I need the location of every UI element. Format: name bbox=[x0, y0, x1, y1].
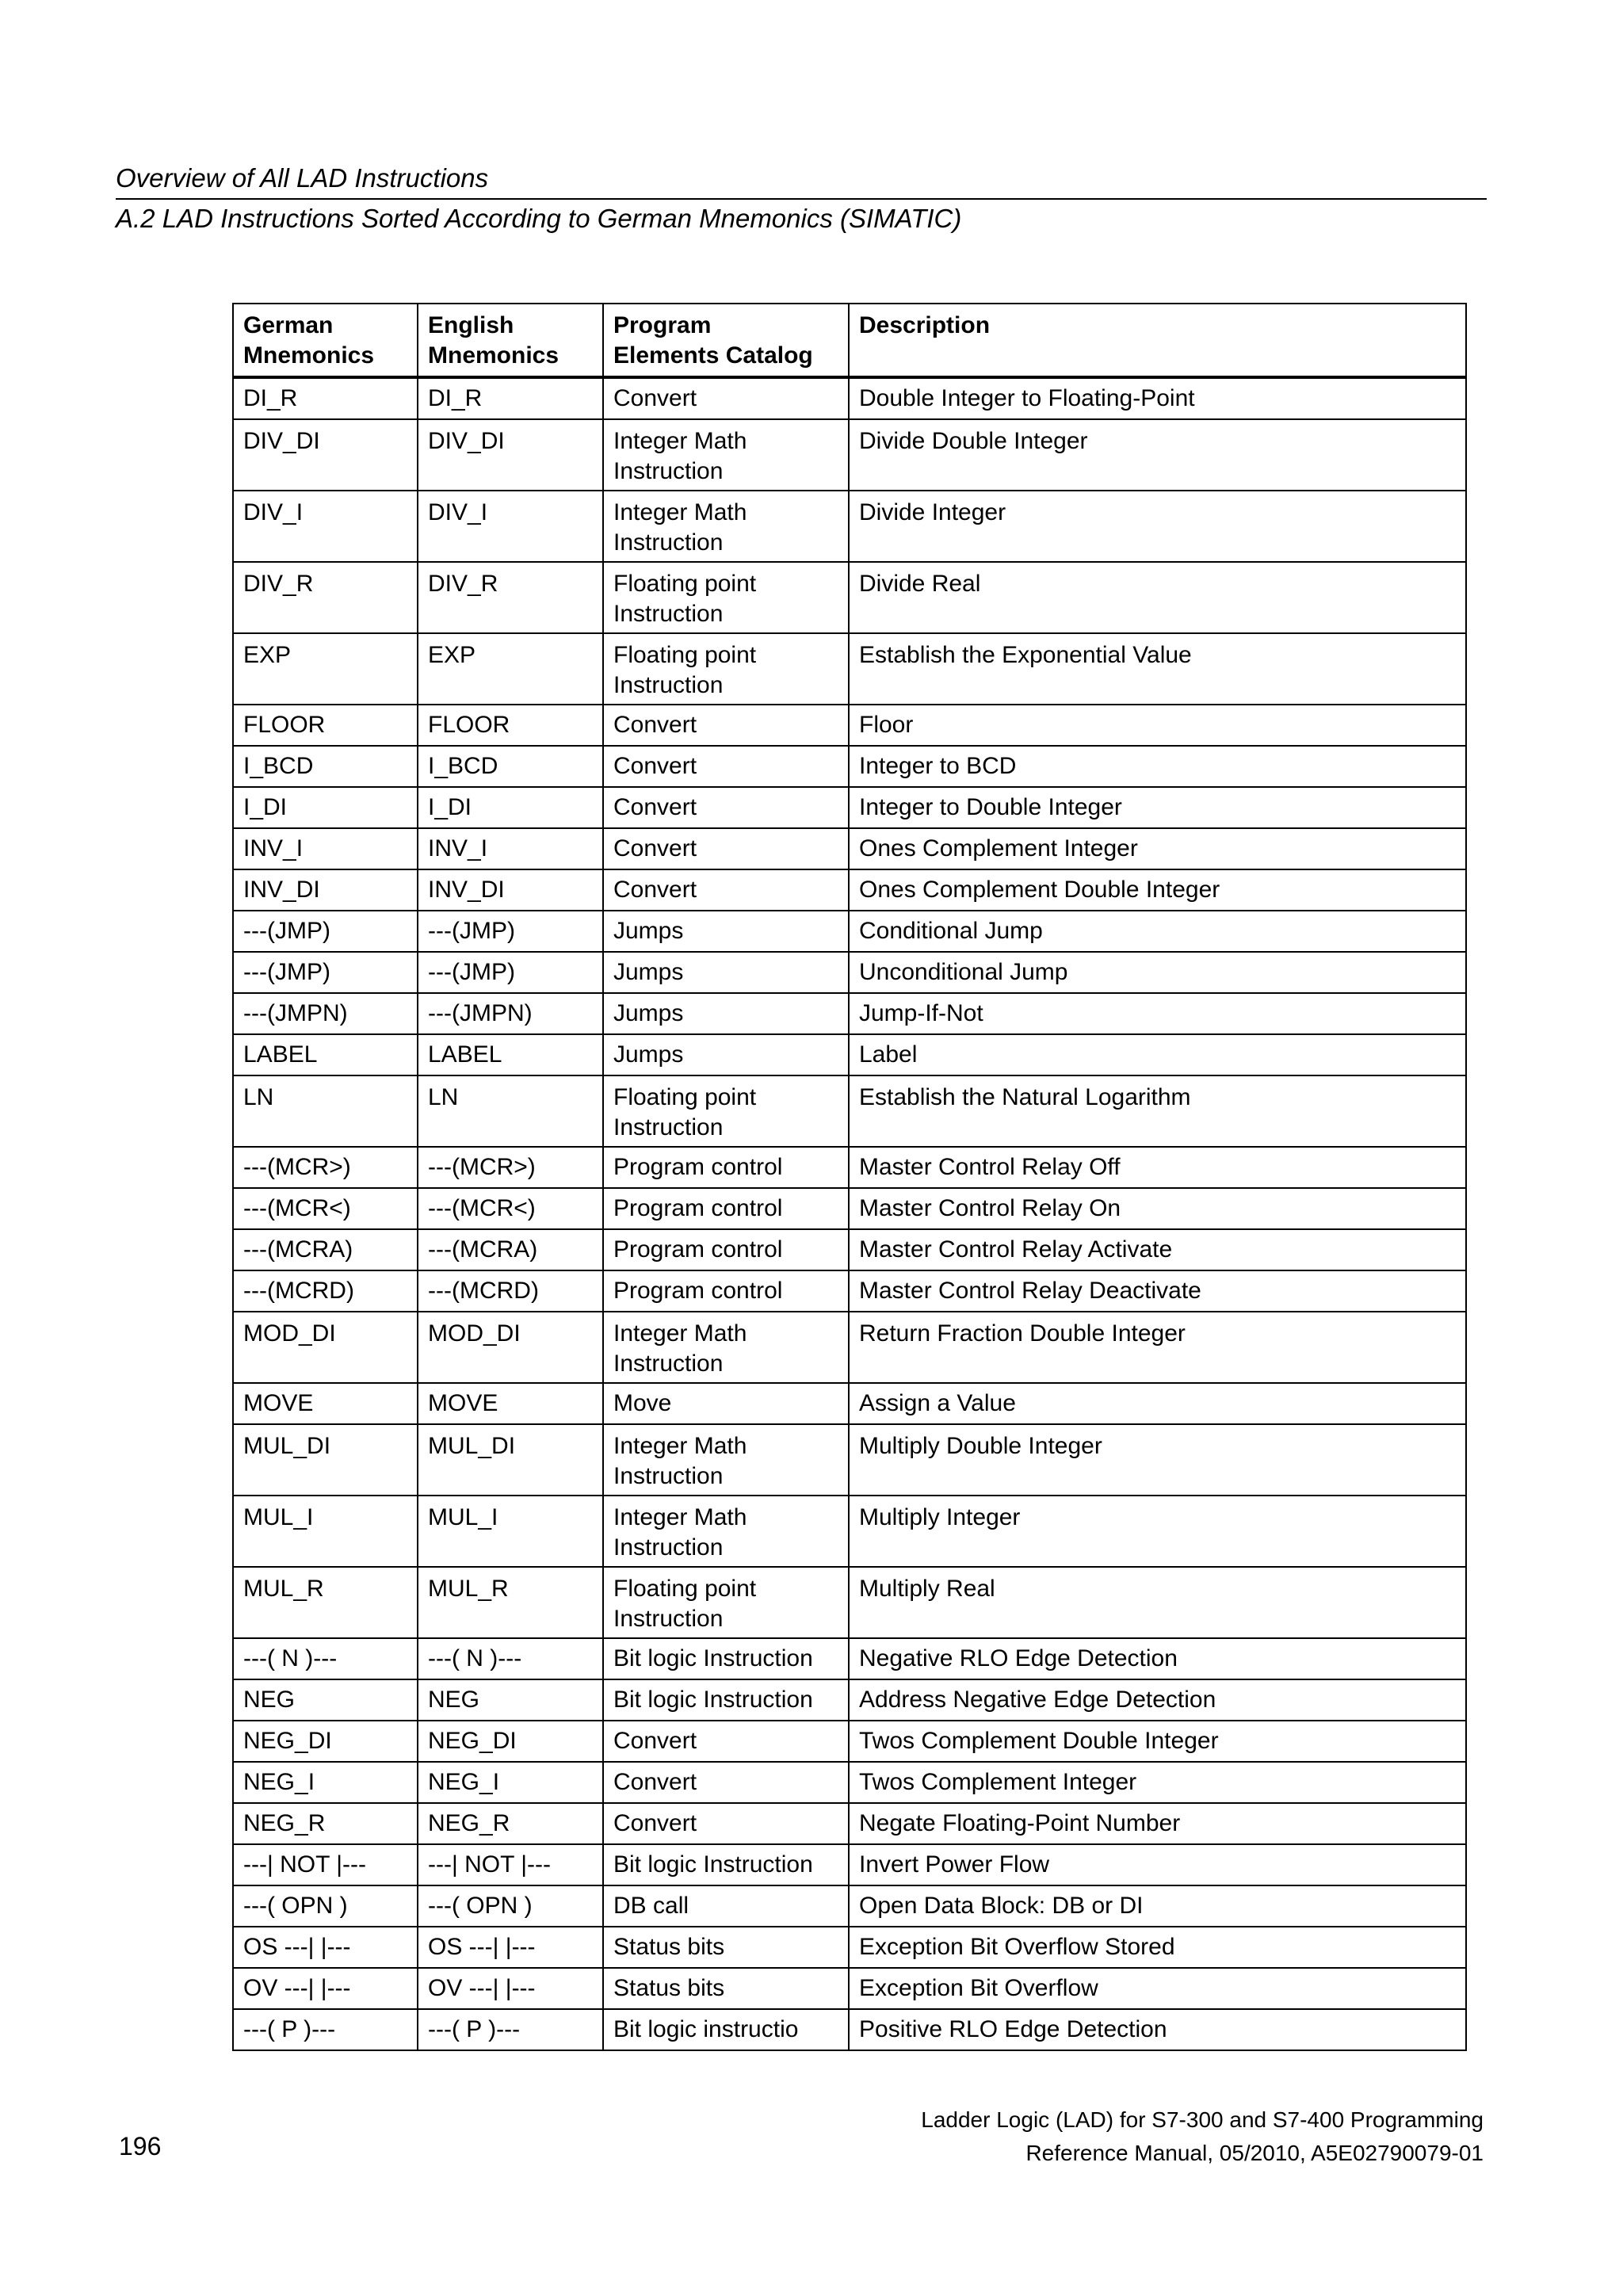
table-row bbox=[233, 705, 1466, 746]
cell-english-mnemonic: MOVE bbox=[418, 1383, 603, 1424]
cell-catalog: Jumps bbox=[603, 952, 849, 993]
table-row bbox=[233, 787, 1466, 828]
cell-english-mnemonic: ---( OPN ) bbox=[418, 1885, 603, 1927]
cell-english-mnemonic: LN bbox=[418, 1075, 603, 1147]
column-header-catalog bbox=[603, 304, 849, 377]
cell-english-mnemonic: ---(JMP) bbox=[418, 911, 603, 952]
table-row bbox=[233, 911, 1466, 952]
table-row bbox=[233, 1721, 1466, 1762]
cell-english-mnemonic: NEG_DI bbox=[418, 1721, 603, 1762]
cell-description: Negative RLO Edge Detection bbox=[849, 1638, 1466, 1679]
cell-catalog: Status bits bbox=[603, 1927, 849, 1968]
cell-description: Integer to BCD bbox=[849, 746, 1466, 787]
cell-english-mnemonic: MUL_I bbox=[418, 1496, 603, 1567]
table-row bbox=[233, 1638, 1466, 1679]
cell-english-mnemonic: DIV_I bbox=[418, 491, 603, 562]
cell-english-mnemonic: NEG_R bbox=[418, 1803, 603, 1844]
cell-german-mnemonic: ---(MCRA) bbox=[233, 1229, 418, 1270]
cell-german-mnemonic: NEG_I bbox=[233, 1762, 418, 1803]
footer-title-line2: Reference Manual, 05/2010, A5E02790079-01 bbox=[1025, 2141, 1484, 2165]
cell-catalog: Bit logic Instruction bbox=[603, 1844, 849, 1885]
column-header-description-text: Description bbox=[859, 312, 991, 338]
cell-catalog: DB call bbox=[603, 1885, 849, 1927]
cell-catalog: Convert bbox=[603, 869, 849, 911]
cell-catalog: Bit logic Instruction bbox=[603, 1638, 849, 1679]
table-header-row bbox=[233, 304, 1466, 377]
cell-catalog: Integer Math Instruction bbox=[603, 419, 849, 491]
cell-description: Assign a Value bbox=[849, 1383, 1466, 1424]
cell-description: Open Data Block: DB or DI bbox=[849, 1885, 1466, 1927]
cell-german-mnemonic: EXP bbox=[233, 633, 418, 705]
cell-description: Master Control Relay Activate bbox=[849, 1229, 1466, 1270]
cell-catalog: Convert bbox=[603, 377, 849, 419]
cell-description: Address Negative Edge Detection bbox=[849, 1679, 1466, 1721]
cell-english-mnemonic: ---(MCR>) bbox=[418, 1147, 603, 1188]
cell-catalog: Status bits bbox=[603, 1968, 849, 2009]
cell-german-mnemonic: ---(JMP) bbox=[233, 911, 418, 952]
cell-description: Ones Complement Double Integer bbox=[849, 869, 1466, 911]
cell-description: Divide Real bbox=[849, 562, 1466, 633]
table-row bbox=[233, 1567, 1466, 1638]
cell-catalog: Program control bbox=[603, 1188, 849, 1229]
cell-english-mnemonic: ---(MCRD) bbox=[418, 1270, 603, 1312]
table-row bbox=[233, 993, 1466, 1034]
cell-german-mnemonic: LN bbox=[233, 1075, 418, 1147]
column-header-english-line1: English bbox=[428, 312, 514, 338]
cell-english-mnemonic: MUL_DI bbox=[418, 1424, 603, 1496]
table-row bbox=[233, 377, 1466, 419]
cell-german-mnemonic: MOD_DI bbox=[233, 1312, 418, 1383]
column-header-english bbox=[418, 304, 603, 377]
cell-german-mnemonic: ---(JMPN) bbox=[233, 993, 418, 1034]
cell-description: Master Control Relay Off bbox=[849, 1147, 1466, 1188]
cell-description: Ones Complement Integer bbox=[849, 828, 1466, 869]
table-row bbox=[233, 828, 1466, 869]
cell-german-mnemonic: ---(MCR<) bbox=[233, 1188, 418, 1229]
cell-description: Master Control Relay On bbox=[849, 1188, 1466, 1229]
cell-catalog: Integer Math Instruction bbox=[603, 491, 849, 562]
cell-description: Twos Complement Integer bbox=[849, 1762, 1466, 1803]
cell-catalog: Program control bbox=[603, 1147, 849, 1188]
cell-catalog: Jumps bbox=[603, 1034, 849, 1075]
cell-catalog: Convert bbox=[603, 746, 849, 787]
cell-description: Jump-If-Not bbox=[849, 993, 1466, 1034]
table-row bbox=[233, 1968, 1466, 2009]
cell-english-mnemonic: ---(MCR<) bbox=[418, 1188, 603, 1229]
cell-english-mnemonic: INV_DI bbox=[418, 869, 603, 911]
cell-description: Twos Complement Double Integer bbox=[849, 1721, 1466, 1762]
table-row bbox=[233, 952, 1466, 993]
cell-german-mnemonic: I_DI bbox=[233, 787, 418, 828]
table-row bbox=[233, 1188, 1466, 1229]
cell-german-mnemonic: MOVE bbox=[233, 1383, 418, 1424]
cell-catalog: Jumps bbox=[603, 911, 849, 952]
cell-description: Negate Floating-Point Number bbox=[849, 1803, 1466, 1844]
table-row bbox=[233, 2009, 1466, 2050]
cell-catalog: Integer Math Instruction bbox=[603, 1312, 849, 1383]
column-header-german bbox=[233, 304, 418, 377]
cell-german-mnemonic: NEG_DI bbox=[233, 1721, 418, 1762]
cell-german-mnemonic: INV_DI bbox=[233, 869, 418, 911]
cell-german-mnemonic: OS ---| |--- bbox=[233, 1927, 418, 1968]
cell-description: Divide Double Integer bbox=[849, 419, 1466, 491]
cell-description: Establish the Exponential Value bbox=[849, 633, 1466, 705]
cell-catalog: Convert bbox=[603, 1803, 849, 1844]
table-row bbox=[233, 1075, 1466, 1147]
cell-german-mnemonic: MUL_R bbox=[233, 1567, 418, 1638]
cell-german-mnemonic: DIV_I bbox=[233, 491, 418, 562]
cell-description: Unconditional Jump bbox=[849, 952, 1466, 993]
cell-german-mnemonic: NEG_R bbox=[233, 1803, 418, 1844]
table-row bbox=[233, 491, 1466, 562]
cell-english-mnemonic: I_BCD bbox=[418, 746, 603, 787]
table-row bbox=[233, 1496, 1466, 1567]
cell-description: Floor bbox=[849, 705, 1466, 746]
cell-description: Master Control Relay Deactivate bbox=[849, 1270, 1466, 1312]
cell-german-mnemonic: FLOOR bbox=[233, 705, 418, 746]
column-header-german-line1: German bbox=[243, 312, 334, 338]
cell-german-mnemonic: INV_I bbox=[233, 828, 418, 869]
cell-english-mnemonic: INV_I bbox=[418, 828, 603, 869]
cell-german-mnemonic: ---| NOT |--- bbox=[233, 1844, 418, 1885]
cell-catalog: Move bbox=[603, 1383, 849, 1424]
cell-english-mnemonic: ---( N )--- bbox=[418, 1638, 603, 1679]
cell-german-mnemonic: LABEL bbox=[233, 1034, 418, 1075]
instruction-table-container bbox=[232, 303, 1465, 2051]
cell-catalog: Bit logic instructio bbox=[603, 2009, 849, 2050]
running-header bbox=[116, 159, 1487, 238]
table-row bbox=[233, 746, 1466, 787]
cell-german-mnemonic: NEG bbox=[233, 1679, 418, 1721]
cell-catalog: Convert bbox=[603, 705, 849, 746]
cell-description: Return Fraction Double Integer bbox=[849, 1312, 1466, 1383]
subsection-title: A.2 LAD Instructions Sorted According to German Mnemonics (SIMATIC) bbox=[116, 204, 962, 233]
cell-description: Multiply Real bbox=[849, 1567, 1466, 1638]
cell-english-mnemonic: NEG_I bbox=[418, 1762, 603, 1803]
cell-english-mnemonic: ---( P )--- bbox=[418, 2009, 603, 2050]
cell-description: Positive RLO Edge Detection bbox=[849, 2009, 1466, 2050]
footer-document-title bbox=[921, 2103, 1484, 2170]
cell-description: Divide Integer bbox=[849, 491, 1466, 562]
cell-english-mnemonic: DI_R bbox=[418, 377, 603, 419]
cell-english-mnemonic: ---(MCRA) bbox=[418, 1229, 603, 1270]
table-row bbox=[233, 1679, 1466, 1721]
cell-german-mnemonic: ---(JMP) bbox=[233, 952, 418, 993]
cell-description: Establish the Natural Logarithm bbox=[849, 1075, 1466, 1147]
cell-description: Conditional Jump bbox=[849, 911, 1466, 952]
cell-catalog: Floating point Instruction bbox=[603, 1567, 849, 1638]
section-title: Overview of All LAD Instructions bbox=[116, 159, 1487, 200]
cell-english-mnemonic: MOD_DI bbox=[418, 1312, 603, 1383]
cell-english-mnemonic: FLOOR bbox=[418, 705, 603, 746]
table-row bbox=[233, 1034, 1466, 1075]
page-number: 196 bbox=[119, 2132, 162, 2160]
cell-catalog: Integer Math Instruction bbox=[603, 1496, 849, 1567]
cell-german-mnemonic: DIV_DI bbox=[233, 419, 418, 491]
cell-english-mnemonic: LABEL bbox=[418, 1034, 603, 1075]
table-row bbox=[233, 1885, 1466, 1927]
table-row bbox=[233, 1270, 1466, 1312]
cell-english-mnemonic: OS ---| |--- bbox=[418, 1927, 603, 1968]
cell-english-mnemonic: NEG bbox=[418, 1679, 603, 1721]
table-row bbox=[233, 1383, 1466, 1424]
table-row bbox=[233, 419, 1466, 491]
table-row bbox=[233, 633, 1466, 705]
cell-catalog: Floating point Instruction bbox=[603, 633, 849, 705]
cell-english-mnemonic: DIV_R bbox=[418, 562, 603, 633]
table-row bbox=[233, 1229, 1466, 1270]
cell-description: Integer to Double Integer bbox=[849, 787, 1466, 828]
cell-description: Double Integer to Floating-Point bbox=[849, 377, 1466, 419]
table-row bbox=[233, 869, 1466, 911]
cell-german-mnemonic: DI_R bbox=[233, 377, 418, 419]
cell-english-mnemonic: OV ---| |--- bbox=[418, 1968, 603, 2009]
column-header-english-line2: Mnemonics bbox=[428, 342, 559, 369]
table-row bbox=[233, 562, 1466, 633]
cell-catalog: Convert bbox=[603, 787, 849, 828]
table-row bbox=[233, 1844, 1466, 1885]
column-header-description bbox=[849, 304, 1466, 377]
table-body bbox=[233, 377, 1466, 2050]
cell-german-mnemonic: ---( OPN ) bbox=[233, 1885, 418, 1927]
cell-english-mnemonic: ---(JMPN) bbox=[418, 993, 603, 1034]
cell-german-mnemonic: OV ---| |--- bbox=[233, 1968, 418, 2009]
cell-description: Exception Bit Overflow Stored bbox=[849, 1927, 1466, 1968]
cell-catalog: Bit logic Instruction bbox=[603, 1679, 849, 1721]
cell-catalog: Convert bbox=[603, 828, 849, 869]
cell-english-mnemonic: ---| NOT |--- bbox=[418, 1844, 603, 1885]
column-header-catalog-line1: Program bbox=[613, 312, 712, 338]
cell-description: Multiply Integer bbox=[849, 1496, 1466, 1567]
column-header-catalog-line2: Elements Catalog bbox=[613, 342, 813, 369]
cell-german-mnemonic: ---(MCR>) bbox=[233, 1147, 418, 1188]
table-row bbox=[233, 1927, 1466, 1968]
cell-catalog: Convert bbox=[603, 1762, 849, 1803]
table-row bbox=[233, 1762, 1466, 1803]
cell-catalog: Integer Math Instruction bbox=[603, 1424, 849, 1496]
cell-german-mnemonic: ---( P )--- bbox=[233, 2009, 418, 2050]
cell-catalog: Program control bbox=[603, 1270, 849, 1312]
table-row bbox=[233, 1312, 1466, 1383]
instruction-table bbox=[232, 303, 1467, 2051]
table-row bbox=[233, 1803, 1466, 1844]
cell-english-mnemonic: ---(JMP) bbox=[418, 952, 603, 993]
cell-german-mnemonic: MUL_DI bbox=[233, 1424, 418, 1496]
cell-description: Multiply Double Integer bbox=[849, 1424, 1466, 1496]
column-header-german-line2: Mnemonics bbox=[243, 342, 375, 369]
cell-catalog: Floating point Instruction bbox=[603, 562, 849, 633]
cell-english-mnemonic: DIV_DI bbox=[418, 419, 603, 491]
cell-english-mnemonic: MUL_R bbox=[418, 1567, 603, 1638]
cell-german-mnemonic: MUL_I bbox=[233, 1496, 418, 1567]
footer-title-line1: Ladder Logic (LAD) for S7-300 and S7-400 Programming bbox=[921, 2107, 1484, 2132]
cell-catalog: Floating point Instruction bbox=[603, 1075, 849, 1147]
cell-catalog: Jumps bbox=[603, 993, 849, 1034]
cell-description: Label bbox=[849, 1034, 1466, 1075]
cell-english-mnemonic: I_DI bbox=[418, 787, 603, 828]
cell-description: Invert Power Flow bbox=[849, 1844, 1466, 1885]
cell-description: Exception Bit Overflow bbox=[849, 1968, 1466, 2009]
cell-catalog: Convert bbox=[603, 1721, 849, 1762]
cell-german-mnemonic: ---( N )--- bbox=[233, 1638, 418, 1679]
cell-english-mnemonic: EXP bbox=[418, 633, 603, 705]
cell-german-mnemonic: I_BCD bbox=[233, 746, 418, 787]
cell-german-mnemonic: DIV_R bbox=[233, 562, 418, 633]
cell-catalog: Program control bbox=[603, 1229, 849, 1270]
table-row bbox=[233, 1147, 1466, 1188]
table-row bbox=[233, 1424, 1466, 1496]
cell-german-mnemonic: ---(MCRD) bbox=[233, 1270, 418, 1312]
